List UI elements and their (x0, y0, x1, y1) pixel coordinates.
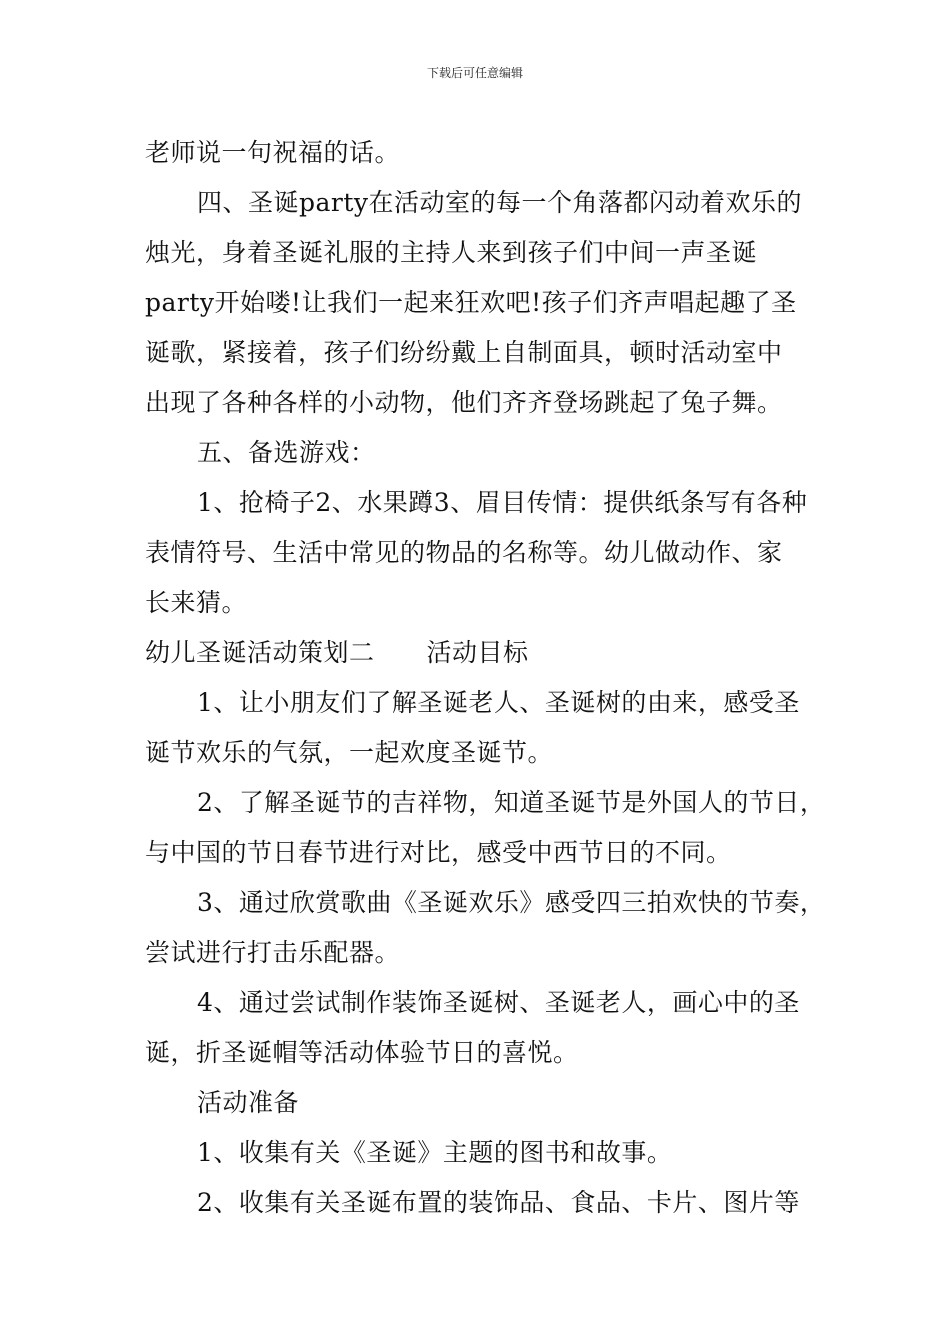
paragraph-line: 长来猜。 (145, 588, 248, 617)
paragraph-line: 诞，折圣诞帽等活动体验节日的喜悦。 (145, 1038, 579, 1067)
paragraph-line: 老师说一句祝福的话。 (145, 138, 401, 167)
paragraph-line: 尝试进行打击乐配器。 (145, 938, 401, 967)
section-heading (145, 628, 825, 678)
paragraph-line: party开始喽!让我们一起来狂欢吧!孩子们齐声唱起趣了圣 (145, 288, 797, 317)
paragraph-line: 出现了各种各样的小动物，他们齐齐登场跳起了兔子舞。 (145, 388, 783, 417)
paragraph-line: 诞歌，紧接着，孩子们纷纷戴上自制面具，顿时活动室中 (145, 338, 783, 367)
page-header: 下载后可任意编辑 (426, 66, 523, 80)
paragraph-line: 4、通过尝试制作装饰圣诞树、圣诞老人，画心中的圣 (197, 988, 800, 1017)
paragraph-line: 五、备选游戏： (197, 438, 376, 467)
paragraph-line: 2、收集有关圣诞布置的装饰品、食品、卡片、图片等 (197, 1188, 800, 1217)
section-subtitle: 活动目标 (426, 638, 529, 667)
paragraph-line: 四、圣诞party在活动室的每一个角落都闪动着欢乐的 (197, 188, 803, 217)
paragraph-line: 烛光，身着圣诞礼服的主持人来到孩子们中间一声圣诞 (145, 238, 758, 267)
paragraph-line: 2、了解圣诞节的吉祥物，知道圣诞节是外国人的节日， (197, 788, 826, 817)
paragraph-line: 诞节欢乐的气氛，一起欢度圣诞节。 (145, 738, 554, 767)
paragraph-line: 与中国的节日春节进行对比，感受中西节日的不同。 (145, 838, 732, 867)
paragraph-line: 1、收集有关《圣诞》主题的图书和故事。 (197, 1138, 673, 1167)
paragraph-line: 活动准备 (197, 1088, 300, 1117)
document-body (145, 128, 825, 1228)
paragraph-line: 表情符号、生活中常见的物品的名称等。幼儿做动作、家 (145, 538, 783, 567)
paragraph-line: 1、抢椅子2、水果蹲3、眉目传情：提供纸条写有各种 (197, 488, 808, 517)
paragraph-line: 3、通过欣赏歌曲《圣诞欢乐》感受四三拍欢快的节奏， (197, 888, 826, 917)
paragraph-line: 1、让小朋友们了解圣诞老人、圣诞树的由来，感受圣 (197, 688, 800, 717)
section-title: 幼儿圣诞活动策划二 (145, 638, 375, 667)
